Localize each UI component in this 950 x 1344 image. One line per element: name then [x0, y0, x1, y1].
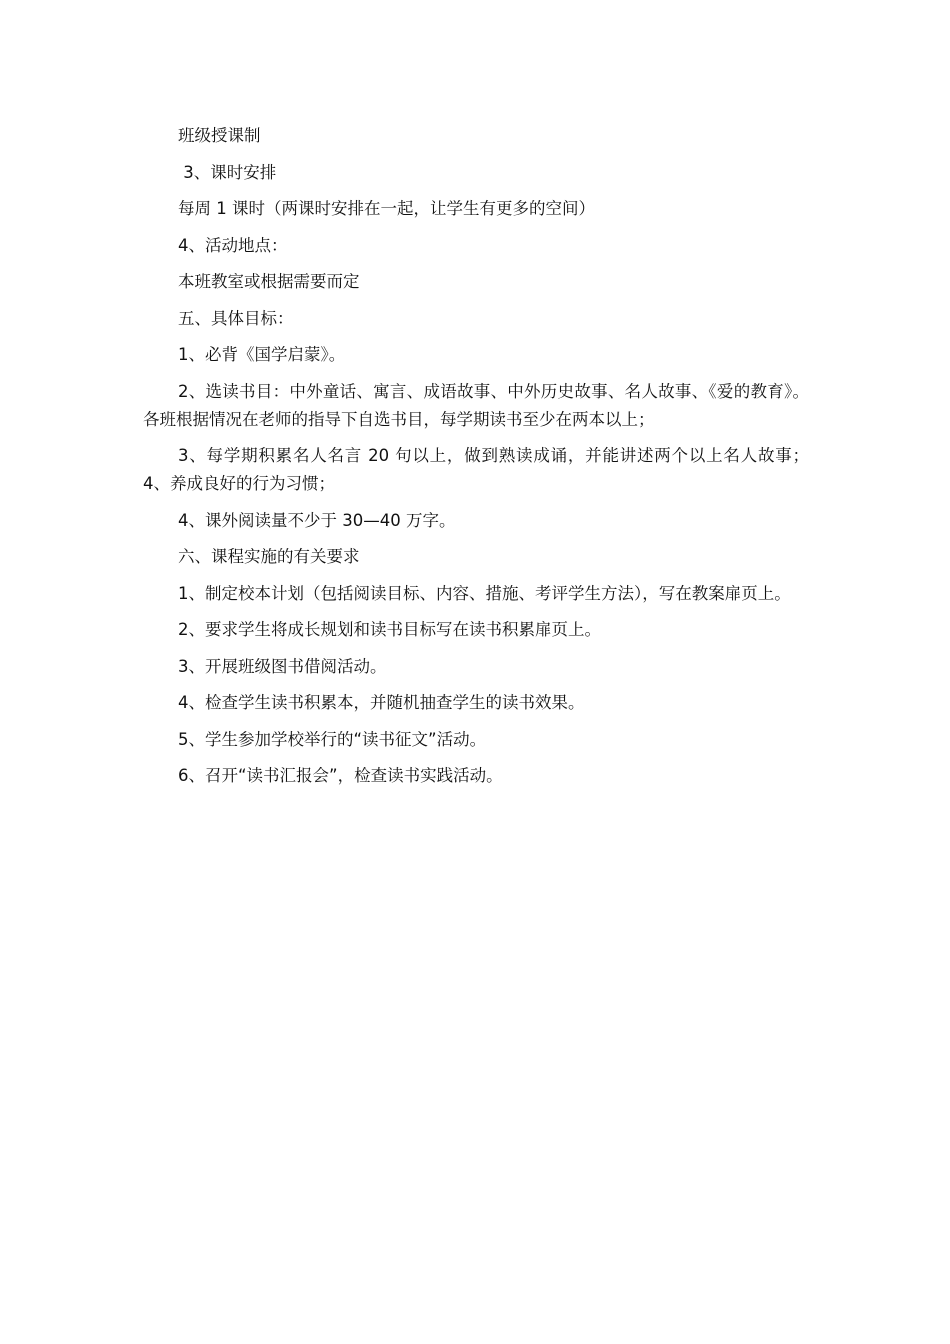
document-body — [143, 122, 830, 799]
paragraph-requirement-4: 4、检查学生读书积累本，并随机抽查学生的读书效果。 — [178, 693, 585, 712]
paragraph-goal-3: 3、每学期积累名人名言 20 句以上，做到熟读成诵，并能讲述两个以上名人故事； 4、养成良好的行为习惯； — [143, 446, 830, 493]
paragraph-goal-2: 2、选读书目：中外童话、寓言、成语故事、中外历史故事、名人故事、《爱的教育》。各班根据情况在老师的指导下自选书目，每学期读书至少在两本以上； — [143, 381, 809, 429]
paragraph-schedule-detail: 每周 1 课时（两课时安排在一起，让学生有更多的空间） — [178, 199, 595, 218]
paragraph-requirement-6: 6、召开“读书汇报会”，检查读书实践活动。 — [178, 766, 503, 785]
paragraph-schedule-heading: 3、课时安排 — [178, 162, 277, 182]
section-heading-requirements: 六、课程实施的有关要求 — [178, 547, 360, 566]
section-heading-goals: 五、具体目标： — [178, 308, 294, 328]
paragraph-location-heading: 4、活动地点： — [178, 235, 288, 255]
paragraph-requirement-1: 1、制定校本计划（包括阅读目标、内容、措施、考评学生方法），写在教案扉页上。 — [178, 583, 791, 603]
paragraph-goal-4: 4、课外阅读量不少于 30—40 万字。 — [178, 510, 456, 530]
paragraph-requirement-2: 2、要求学生将成长规划和读书目标写在读书积累扉页上。 — [178, 620, 601, 639]
paragraph-requirement-5: 5、学生参加学校举行的“读书征文”活动。 — [178, 729, 487, 749]
paragraph-goal-1: 1、必背《国学启蒙》。 — [178, 345, 346, 364]
paragraph-location-detail: 本班教室或根据需要而定 — [178, 272, 360, 291]
paragraph-requirement-3: 3、开展班级图书借阅活动。 — [178, 656, 387, 676]
paragraph-teaching-mode: 班级授课制 — [178, 126, 261, 145]
